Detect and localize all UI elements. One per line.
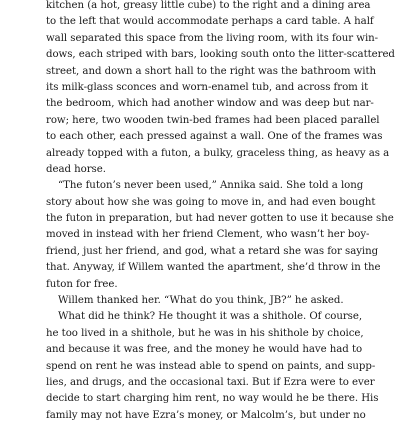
text-line: to each other, each pressed against a wall. One of the frames was [46, 131, 383, 143]
text-line: friend, just her friend, and god, what a retard she was for saying [46, 245, 379, 257]
text-line: decide to start charging him rent, no way would he be there. His [46, 393, 379, 405]
text-line: the bedroom, which had another window and was deep but nar- [46, 98, 374, 110]
text-line: that. Anyway, if Willem wanted the apartment, she’d throw in the [46, 262, 381, 274]
text-line: to the left that would accommodate perhaps a card table. A half [46, 16, 374, 28]
text-line: already topped with a futon, a bulky, graceless thing, as heavy as a [46, 147, 390, 159]
text-line: lies, and drugs, and the occasional taxi. But if Ezra were to ever [46, 376, 375, 388]
text-line: wall separated this space from the living room, with its four win- [46, 32, 379, 44]
text-line: dead horse. [46, 163, 106, 175]
text-line: its milk-glass sconces and worn-enamel tub, and across from it [46, 81, 369, 93]
text-line: Willem thanked her. “What do you think, JB?” he asked. [58, 295, 344, 307]
text-line: he too lived in a shithole, but he was in his shithole by choice, [46, 327, 364, 339]
body-text [46, 0, 395, 424]
text-line: spend on rent he was instead able to spend on paints, and supp- [46, 360, 376, 372]
text-line: futon for free. [46, 278, 118, 290]
text-line: kitchen (a hot, greasy little cube) to the right and a dining area [46, 0, 371, 11]
text-line: row; here, two wooden twin-bed frames had been placed parallel [46, 114, 380, 126]
text-line: the futon in preparation, but had never gotten to use it because she [46, 213, 394, 225]
text-line: What did he think? He thought it was a shithole. Of course, [58, 311, 363, 323]
text-line: dows, each striped with bars, looking south onto the litter-scattered [46, 49, 395, 61]
text-line: “The futon’s never been used,” Annika said. She told a long [58, 180, 364, 192]
text-line: and because it was free, and the money he would have had to [46, 344, 363, 356]
text-line: moved in instead with her friend Clement, who wasn’t her boy- [46, 229, 370, 241]
text-line: story about how she was going to move in, and had even bought [46, 196, 376, 208]
text-line: street, and down a short hall to the right was the bathroom with [46, 65, 377, 77]
text-line: family may not have Ezra’s money, or Malcolm’s, but under no [46, 409, 366, 421]
